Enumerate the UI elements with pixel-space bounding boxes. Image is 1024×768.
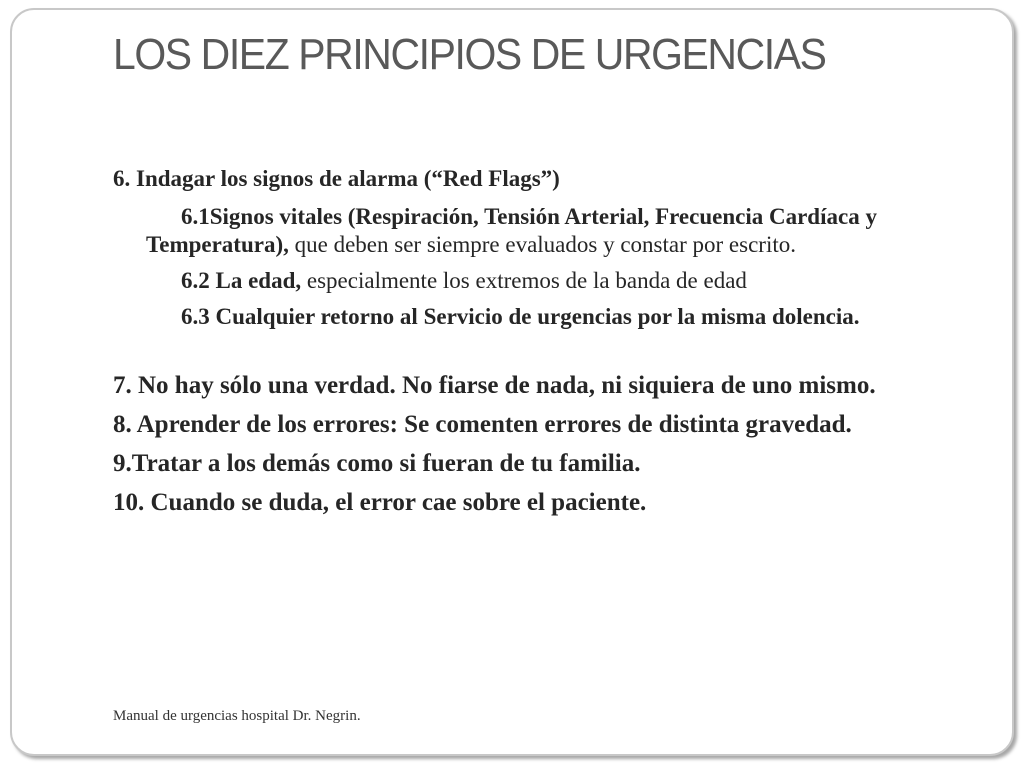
principle-6-1-text: que deben ser siempre evaluados y constar por escrito. [288,232,796,257]
principle-6-1 [113,203,973,259]
principle-6-2 [113,267,973,295]
slide-title: LOS DIEZ PRINCIPIOS DE URGENCIAS [113,30,826,79]
slide-footer-source: Manual de urgencias hospital Dr. Negrin. [113,708,361,724]
principle-10: 10. Cuando se duda, el error cae sobre el paciente. [113,489,647,516]
principle-6-2-bold: 6.2 La edad, [181,268,302,293]
principle-6-heading: 6. Indagar los signos de alarma (“Red Flags”) [113,166,560,191]
principle-7: 7. No hay sólo una verdad. No fiarse de nada, ni siquiera de uno mismo. [113,372,876,399]
principle-6-2-text: especialmente los extremos de la banda de edad [301,268,747,293]
principle-9: 9.Tratar a los demás como si fueran de tu familia. [113,450,641,477]
principle-6-3: 6.3 Cualquier retorno al Servicio de urgencias por la misma dolencia. [181,304,860,329]
principle-8: 8. Aprender de los errores: Se comenten errores de distinta gravedad. [113,411,852,438]
principle-6-1-bold: 6.1Signos vitales (Respiración, Tensión Arterial, Frecuencia Cardíaca y Temperatura), [146,204,877,257]
slide-content [113,165,973,518]
